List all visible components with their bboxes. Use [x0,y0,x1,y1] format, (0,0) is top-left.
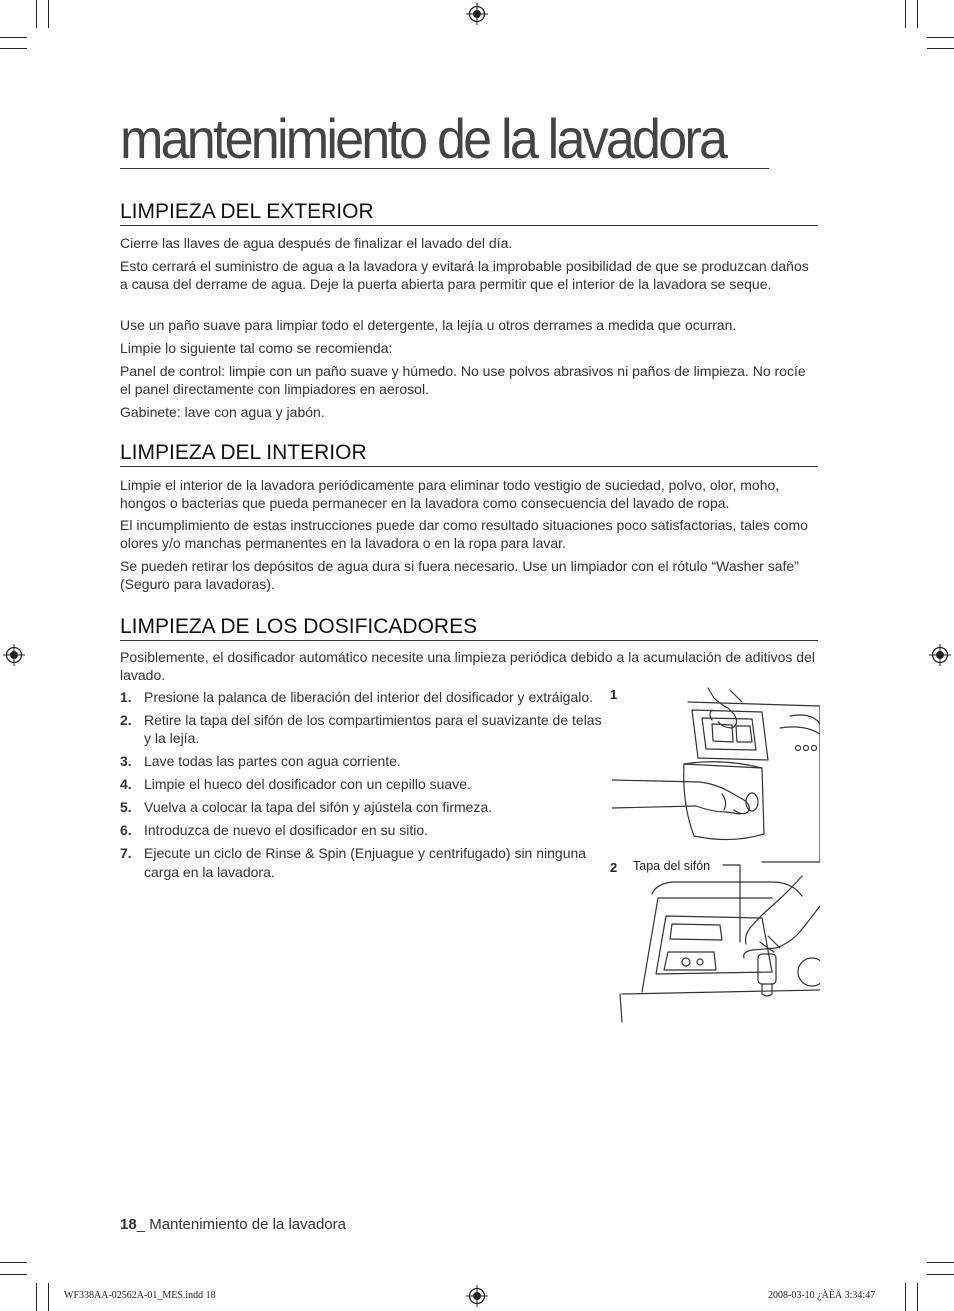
paragraph: Use un paño suave para limpiar todo el detergente, la lejía u otros derrames a medida que ocurran. [120,317,737,333]
section-heading-exterior: LIMPIEZA DEL EXTERIOR [120,200,818,226]
print-slug-file: WF338AA-02562A-01_MES.indd 18 [64,1290,216,1301]
print-slug-date: 2008-03-10 ¿ÀÈÄ 3:34:47 [768,1290,876,1301]
paragraph: Esto cerrará el suministro de agua a la lavadora y evitará la improbable posibilidad de que se produzcan daños a causa del derrame de agua. Deje la puerta abierta para permitir que el interior de la lavadora se seque. [120,258,809,293]
page-title: mantenimiento de la lavadora [120,110,769,169]
list-item [120,688,605,706]
registration-mark-icon [466,1285,488,1307]
paragraph: Panel de control: limpie con un paño suave y húmedo. No use polvos abrasivos ni paños de limpieza. No rocíe el panel directamente con limpiadores en aerosol. [120,363,806,398]
crop-mark [927,48,954,49]
list-item [120,752,605,770]
step-number: 5. [120,799,132,816]
registration-mark-icon [3,644,25,666]
step-number: 4. [120,776,132,793]
paragraph: Se pueden retirar los depósitos de agua dura si fuera necesario. Use un limpiador con el rótulo “Washer safe” (Seguro para lavadoras). [120,558,799,593]
step-text: Limpie el hueco del dosificador con un cepillo suave. [144,776,471,793]
page-footer [120,1216,346,1233]
siphon-cap-removal-illustration [612,862,820,1024]
step-number: 3. [120,753,132,770]
figure-number: 1 [610,687,618,702]
steps-list [120,688,605,885]
crop-mark [927,37,954,38]
section-heading-dispensers: LIMPIEZA DE LOS DOSIFICADORES [120,615,818,641]
list-item [120,821,605,839]
figure-label-siphon-cap: Tapa del sifón [633,859,711,873]
step-text: Presione la palanca de liberación del interior del dosificador y extráigalo. [144,689,594,705]
paragraph: El incumplimiento de estas instrucciones puede dar como resultado situaciones poco satisfactorias, tales como olores y/o manchas permanentes en la lavadora o en la ropa para lavar. [120,517,808,552]
crop-mark [0,48,27,49]
section-heading-interior: LIMPIEZA DEL INTERIOR [120,441,818,467]
list-item [120,775,605,793]
registration-mark-icon [929,644,951,666]
step-text: Introduzca de nuevo el dosificador en su sitio. [144,822,429,839]
crop-mark [917,0,918,28]
step-number: 1. [120,689,132,705]
crop-mark [36,1283,37,1311]
dispenser-removal-illustration [612,684,820,864]
paragraph: Limpie el interior de la lavadora periódicamente para eliminar todo vestigio de suciedad, polvo, olor, moho, hongos o bacterias que pueda permanecer en la lavadora como consecuencia del lavado de ropa. [120,477,780,512]
crop-mark [917,1283,918,1311]
crop-mark [927,1262,954,1263]
list-item [120,798,605,816]
step-text: Vuelva a colocar la tapa del sifón y ajústela con firmeza. [144,799,493,816]
step-text: Ejecute un ciclo de Rinse & Spin (Enjuague y centrifugado) sin ninguna carga en la lavadora. [144,845,587,880]
step-number: 7. [120,845,132,862]
step-number: 2. [120,711,132,728]
paragraph: Cierre las llaves de agua después de finalizar el lavado del día. [120,235,513,251]
crop-mark [0,37,27,38]
page-number: 18 [120,1216,137,1233]
crop-mark [48,0,49,28]
crop-mark [905,1283,906,1311]
crop-mark [927,1274,954,1275]
list-item [120,711,605,748]
crop-mark [0,1262,27,1263]
crop-mark [905,0,906,28]
step-number: 6. [120,822,132,839]
step-text: Retire la tapa del sifón de los compartimientos para el suavizante de telas y la lejía. [144,711,602,747]
list-item [120,844,605,881]
paragraph: Posiblemente, el dosificador automático necesite una limpieza periódica debido a la acumulación de aditivos del lavado. [120,649,815,684]
paragraph: Gabinete: lave con agua y jabón. [120,404,325,420]
step-text: Lave todas las partes con agua corriente. [144,753,401,770]
crop-mark [48,1283,49,1311]
paragraph: Limpie lo siguiente tal como se recomienda: [120,340,393,356]
crop-mark [36,0,37,28]
crop-mark [0,1274,27,1275]
figure-number: 2 [610,860,618,875]
registration-mark-icon [466,3,488,25]
page-footer-label: _ Mantenimiento de la lavadora [136,1216,346,1233]
